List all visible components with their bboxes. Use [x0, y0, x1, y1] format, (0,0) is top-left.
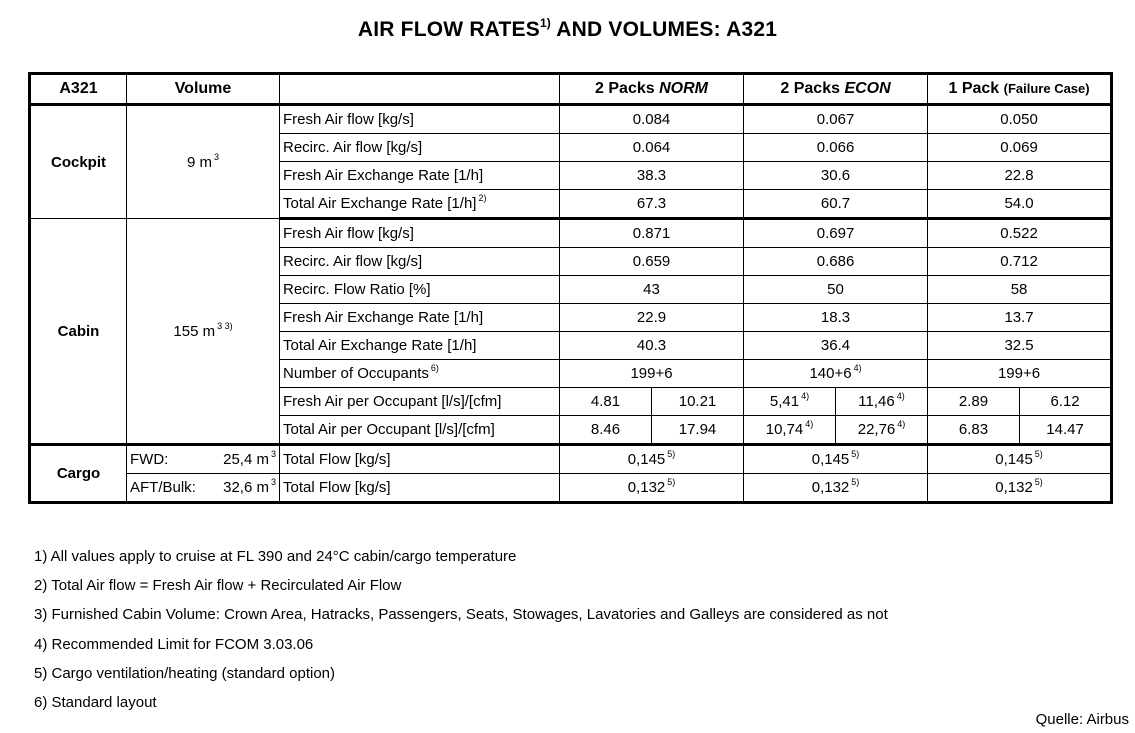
header-volume: Volume	[127, 74, 280, 105]
row-label: Fresh Air flow [kg/s]	[280, 105, 560, 134]
cell-norm: 22.9	[560, 304, 744, 332]
volume-cockpit: 9 m $^3$	[127, 105, 280, 219]
cell-fail: 22.8	[928, 162, 1112, 190]
cell-norm-ls: 4.81	[560, 388, 652, 416]
row-label: Recirc. Air flow [kg/s]	[280, 134, 560, 162]
cell-fail: 0,145 $^{5)}$	[928, 445, 1112, 474]
cell-fail: 0.712	[928, 248, 1112, 276]
source-credit: Quelle: Airbus	[1035, 711, 1129, 728]
cell-econ: 0,145 $^{5)}$	[744, 445, 928, 474]
cell-norm: 40.3	[560, 332, 744, 360]
cell-econ: 36.4	[744, 332, 928, 360]
header-aircraft: A321	[30, 74, 127, 105]
cell-fail-ls: 2.89	[928, 388, 1020, 416]
row-label: Total Air per Occupant [l/s]/[cfm]	[280, 416, 560, 445]
cell-econ: 140+6 $^{4)}$	[744, 360, 928, 388]
row-label: Total Air Exchange Rate [1/h] $^{2)}$	[280, 190, 560, 219]
cell-norm-cfm: 10.21	[652, 388, 744, 416]
row-label: Fresh Air flow [kg/s]	[280, 219, 560, 248]
cell-norm-ls: 8.46	[560, 416, 652, 445]
cell-fail: 0,132 $^{5)}$	[928, 474, 1112, 503]
cell-fail-cfm: 14.47	[1020, 416, 1112, 445]
title-footnote-ref: 1)	[539, 16, 552, 30]
header-blank	[280, 74, 560, 105]
table-row	[30, 105, 1112, 134]
cell-econ: 0.697	[744, 219, 928, 248]
volume-cargo-fwd: FWD: 25,4 m $^3$	[127, 445, 280, 474]
cell-econ: 60.7	[744, 190, 928, 219]
footnote: 5) Cargo ventilation/heating (standard option)	[34, 664, 336, 682]
volume-cabin: 155 m $^{3 3)}$	[127, 219, 280, 445]
cell-fail: 199+6	[928, 360, 1112, 388]
cell-econ: 18.3	[744, 304, 928, 332]
cell-fail: 13.7	[928, 304, 1112, 332]
cell-fail: 32.5	[928, 332, 1112, 360]
group-cargo: Cargo	[30, 445, 127, 503]
cell-norm: 38.3	[560, 162, 744, 190]
air-flow-table	[28, 72, 1113, 504]
header-norm: 2 Packs NORM	[560, 74, 744, 105]
table-row	[30, 474, 1112, 503]
row-label: Total Flow [kg/s]	[280, 474, 560, 503]
cell-fail-cfm: 6.12	[1020, 388, 1112, 416]
cell-norm-cfm: 17.94	[652, 416, 744, 445]
cell-norm: 0.084	[560, 105, 744, 134]
footnote: 6) Standard layout	[34, 693, 157, 711]
cell-norm: 199+6	[560, 360, 744, 388]
cell-fail: 58	[928, 276, 1112, 304]
cell-econ-ls: 5,41 $^{4)}$	[744, 388, 836, 416]
footnote: 4) Recommended Limit for FCOM 3.03.06	[34, 635, 314, 653]
row-label: Recirc. Air flow [kg/s]	[280, 248, 560, 276]
volume-cargo-aft: AFT/Bulk: 32,6 m $^3$	[127, 474, 280, 503]
cell-norm: 67.3	[560, 190, 744, 219]
cell-econ: 0,132 $^{5)}$	[744, 474, 928, 503]
cell-fail: 0.050	[928, 105, 1112, 134]
row-label: Total Flow [kg/s]	[280, 445, 560, 474]
cell-fail: 54.0	[928, 190, 1112, 219]
table-header-row	[30, 74, 1112, 105]
cell-fail: 0.069	[928, 134, 1112, 162]
table-row	[30, 219, 1112, 248]
cell-econ-cfm: 11,46 $^{4)}$	[836, 388, 928, 416]
group-cabin: Cabin	[30, 219, 127, 445]
row-label: Fresh Air Exchange Rate [1/h]	[280, 162, 560, 190]
cell-norm: 43	[560, 276, 744, 304]
group-cockpit: Cockpit	[30, 105, 127, 219]
cell-econ: 0.066	[744, 134, 928, 162]
cell-econ: 30.6	[744, 162, 928, 190]
row-label: Recirc. Flow Ratio [%]	[280, 276, 560, 304]
cell-norm: 0,145 $^{5)}$	[560, 445, 744, 474]
row-label: Fresh Air per Occupant [l/s]/[cfm]	[280, 388, 560, 416]
header-econ: 2 Packs ECON	[744, 74, 928, 105]
cell-econ: 50	[744, 276, 928, 304]
table-row	[30, 445, 1112, 474]
footnote: 3) Furnished Cabin Volume: Crown Area, Hatracks, Passengers, Seats, Stowages, Lavatories and Galleys are considered as not	[34, 606, 888, 624]
footnote: 2) Total Air flow = Fresh Air flow + Recirculated Air Flow	[34, 577, 402, 595]
footnotes	[34, 548, 888, 723]
row-label: Fresh Air Exchange Rate [1/h]	[280, 304, 560, 332]
page-title: AIR FLOW RATES$^{1)}$ AND VOLUMES: A321	[357, 16, 778, 41]
row-label: Total Air Exchange Rate [1/h]	[280, 332, 560, 360]
cell-fail: 0.522	[928, 219, 1112, 248]
cell-norm: 0.871	[560, 219, 744, 248]
cell-norm: 0.659	[560, 248, 744, 276]
cell-econ-cfm: 22,76 $^{4)}$	[836, 416, 928, 445]
cell-norm: 0,132 $^{5)}$	[560, 474, 744, 503]
cell-econ-ls: 10,74 $^{4)}$	[744, 416, 836, 445]
footnote: 1) All values apply to cruise at FL 390 and 24°C cabin/cargo temperature	[34, 548, 517, 565]
cell-econ: 0.686	[744, 248, 928, 276]
cell-norm: 0.064	[560, 134, 744, 162]
row-label: Number of Occupants $^{6)}$	[280, 360, 560, 388]
header-failure: 1 Pack (Failure Case)	[928, 74, 1112, 105]
cell-econ: 0.067	[744, 105, 928, 134]
cell-fail-ls: 6.83	[928, 416, 1020, 445]
